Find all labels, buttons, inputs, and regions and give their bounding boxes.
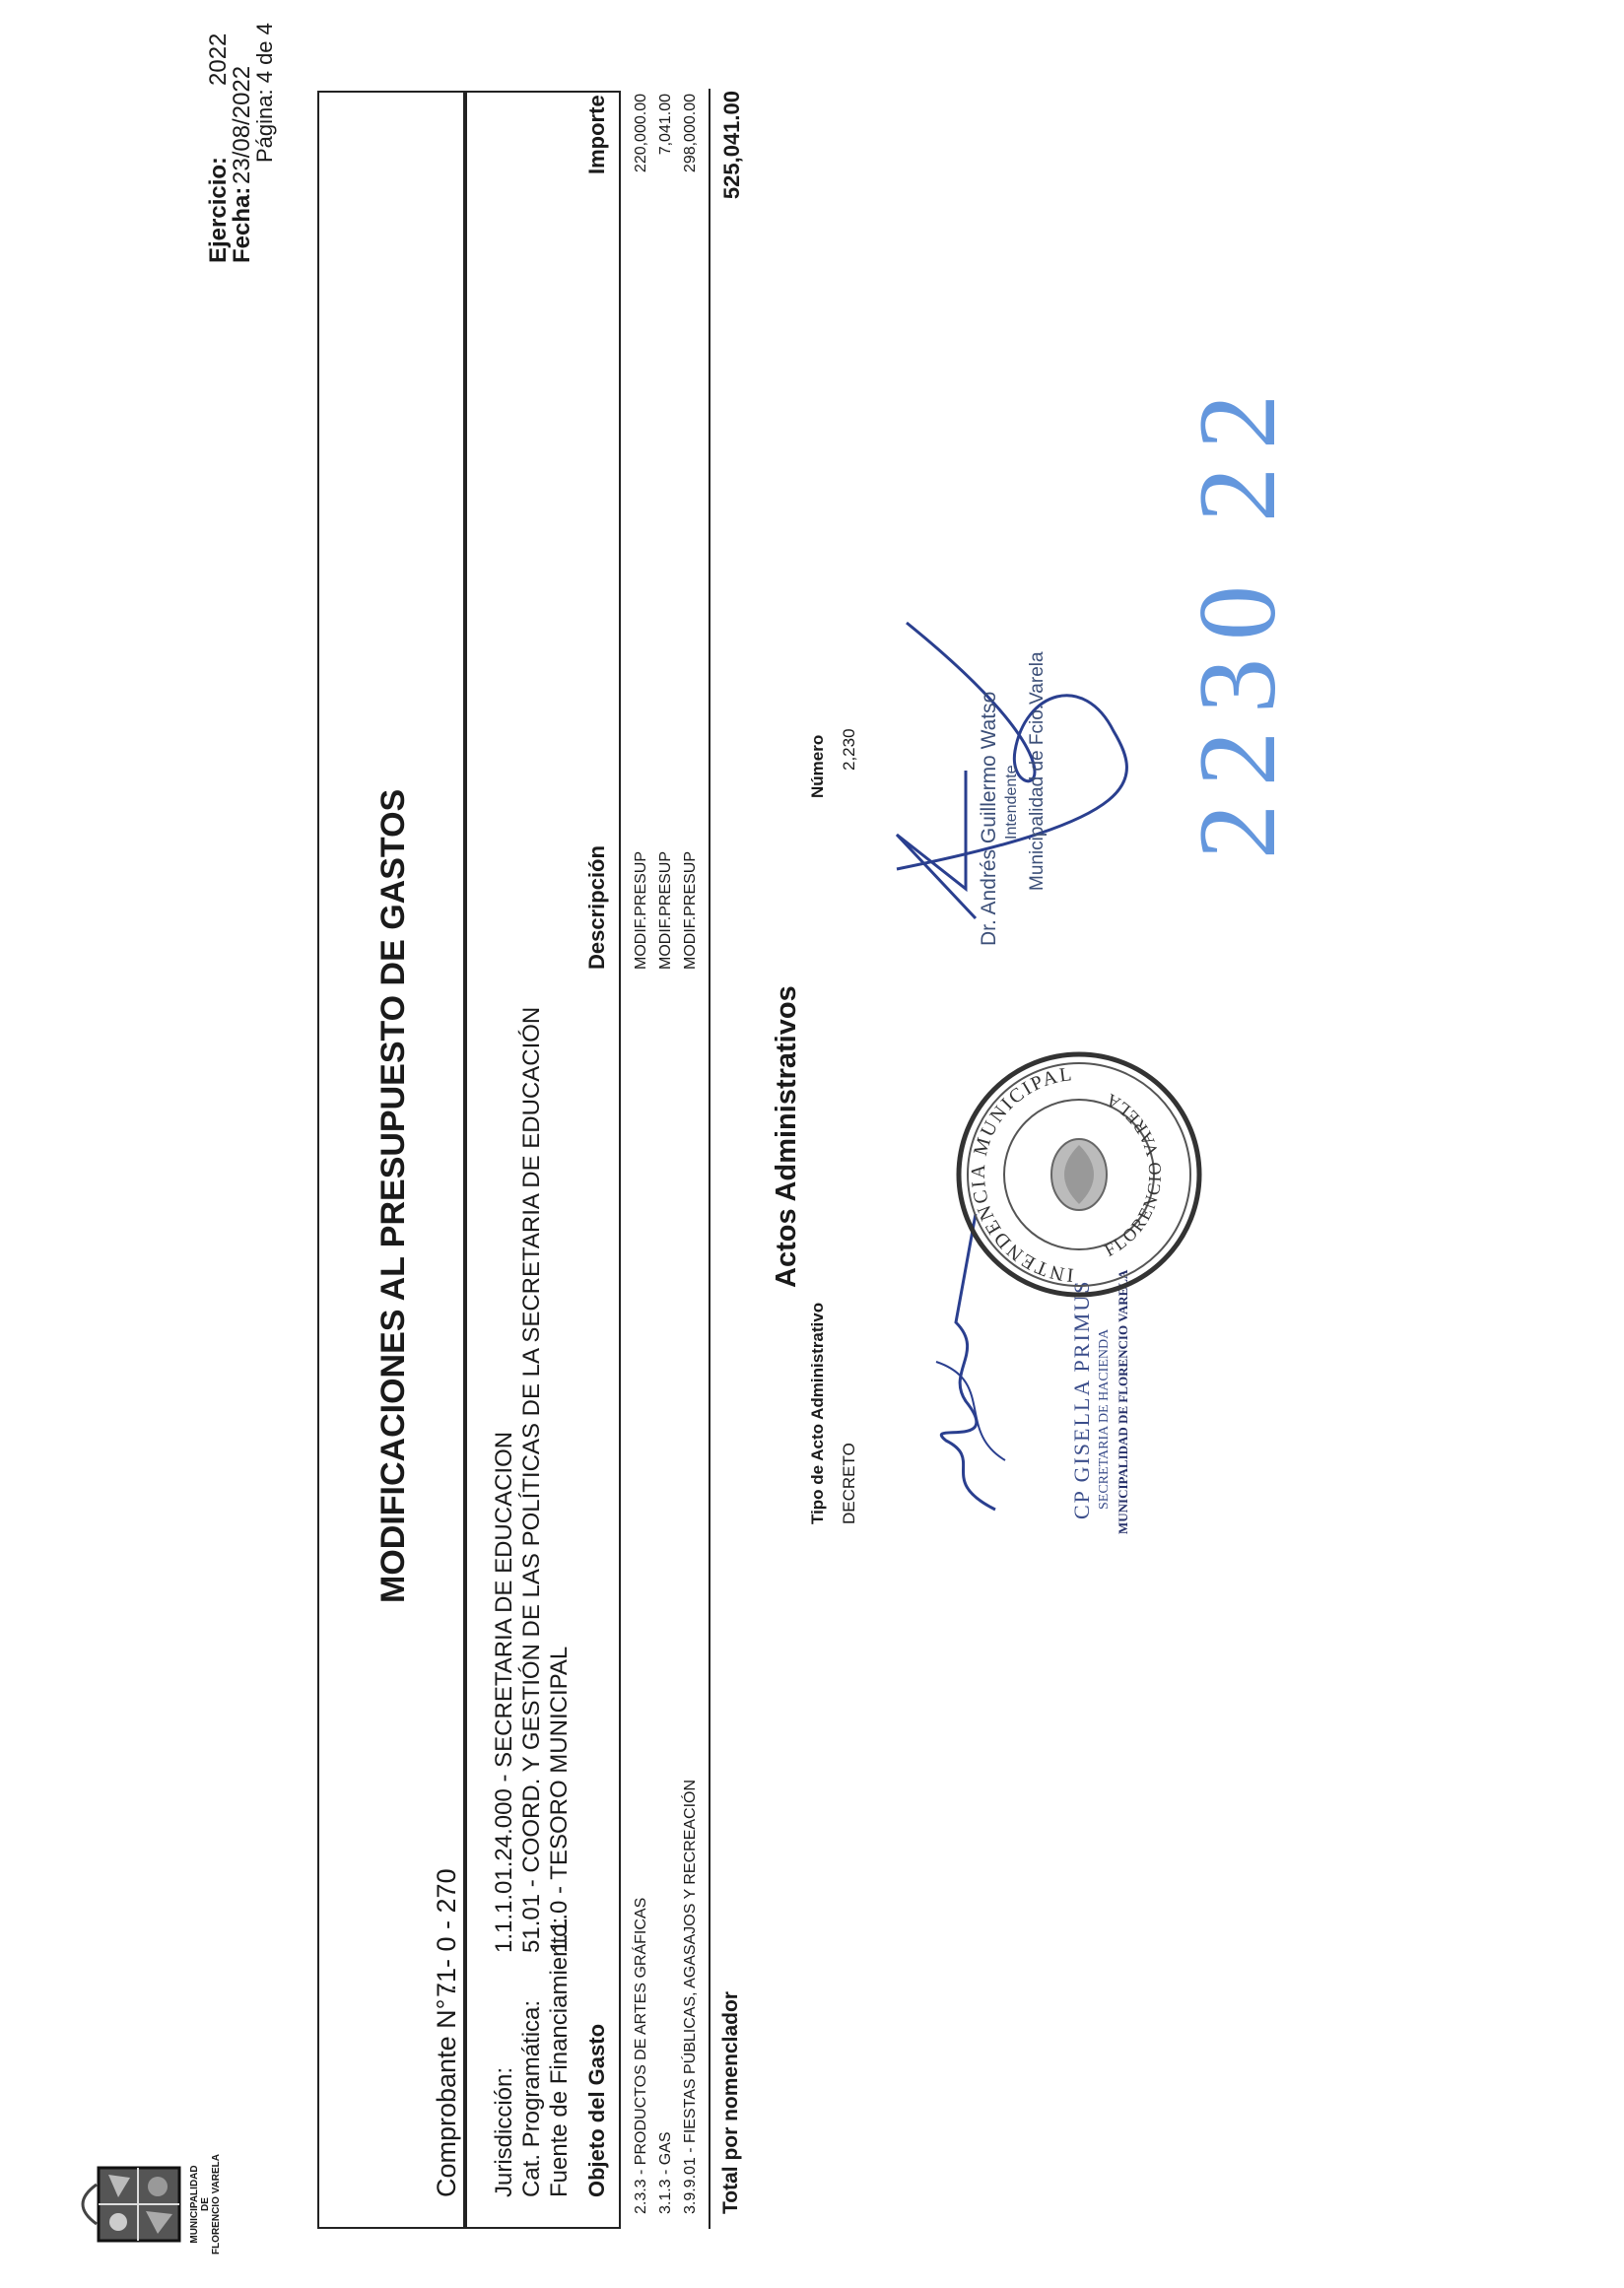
signer-right-org: Municipalidad de Fcio.Varela xyxy=(1027,651,1048,891)
cat-programatica-label: Cat. Programática: xyxy=(518,1999,545,2197)
comprobante-label: Comprobante N° : xyxy=(432,1984,461,2197)
fecha-value: 23/08/2022 xyxy=(229,65,255,184)
jurisdiccion-label: Jurisdicción: xyxy=(491,2066,517,2197)
total-label: Total por nomenclador xyxy=(719,1991,742,2214)
seal-top-text: INTENDENCIA MUNICIPAL xyxy=(967,1063,1075,1286)
ejercicio-label: Ejercicio: xyxy=(205,156,232,263)
coat-of-arms-icon xyxy=(59,2160,187,2249)
page-number: Página: 4 de 4 xyxy=(252,23,277,163)
cat-programatica-value: 51.01 - COORD. Y GESTIÓN DE LAS POLÍTICAS DE LA SECRETARIA DE EDUCACIÓN xyxy=(518,1006,545,1953)
municipal-logo xyxy=(59,2153,227,2255)
row-importe: 7,041.00 xyxy=(657,94,674,156)
col-descripcion-header: Descripción xyxy=(584,845,609,970)
seal-bottom-text: FLORENCIO VARELA xyxy=(1101,1088,1166,1260)
row-descripcion: MODIF.PRESUP xyxy=(633,850,649,970)
comprobante-value: 71- 0 - 270 xyxy=(432,1868,461,1997)
stamp-number: 2230 22 xyxy=(1177,376,1299,859)
numero-value: 2,230 xyxy=(840,728,858,771)
logo-line-3: FLORENCIO VARELA xyxy=(211,2153,222,2255)
fuente-label: Fuente de Financiamiento: xyxy=(546,1917,573,2197)
official-seal-icon xyxy=(951,1046,1207,1303)
signer-right-role: Intendente xyxy=(1003,765,1020,840)
ejercicio-value: 2022 xyxy=(205,33,232,86)
signer-left-role: SECRETARIA DE HACIENDA xyxy=(1097,1328,1112,1510)
fuente-value: 1.1.0 - TESORO MUNICIPAL xyxy=(546,1646,573,1953)
col-importe-header: Importe xyxy=(584,95,609,174)
row-importe: 220,000.00 xyxy=(633,94,649,173)
logo-line-1: MUNICIPALIDAD xyxy=(189,2165,200,2244)
jurisdiccion-value: 1.1.1.01.24.000 - SECRETARIA DE EDUCACION xyxy=(491,1431,517,1953)
row-objeto: 3.1.3 - GAS xyxy=(657,2131,674,2214)
tipo-acto-label: Tipo de Acto Administrativo xyxy=(808,1302,827,1524)
numero-label: Número xyxy=(808,734,827,798)
signer-right-name: Dr. Andrés Guillermo Watso xyxy=(978,691,1000,946)
page-title: MODIFICACIONES AL PRESUPUESTO DE GASTOS xyxy=(374,788,412,1603)
signer-left-org: MUNICIPALIDAD DE FLORENCIO VARELA xyxy=(1116,1269,1130,1534)
row-descripcion: MODIF.PRESUP xyxy=(657,850,674,970)
row-descripcion: MODIF.PRESUP xyxy=(682,850,699,970)
svg-text:FLORENCIO VARELA xyxy=(1101,1089,1165,1260)
total-value: 525,041.00 xyxy=(719,91,744,200)
tipo-acto-value: DECRETO xyxy=(840,1443,858,1524)
fecha-label: Fecha: xyxy=(229,186,255,263)
total-divider xyxy=(709,89,710,2229)
col-objeto-header: Objeto del Gasto xyxy=(584,2023,609,2197)
signer-left-name: CP GISELLA PRIMUS xyxy=(1069,1279,1094,1519)
row-objeto: 2.3.3 - PRODUCTOS DE ARTES GRÁFICAS xyxy=(633,1897,649,2214)
row-importe: 298,000.00 xyxy=(682,94,699,173)
logo-line-2: DE xyxy=(200,2197,211,2211)
actos-title: Actos Administrativos xyxy=(771,985,802,1288)
row-objeto: 3.9.9.01 - FIESTAS PÚBLICAS, AGASAJOS Y RECREACIÓN xyxy=(682,1779,699,2214)
